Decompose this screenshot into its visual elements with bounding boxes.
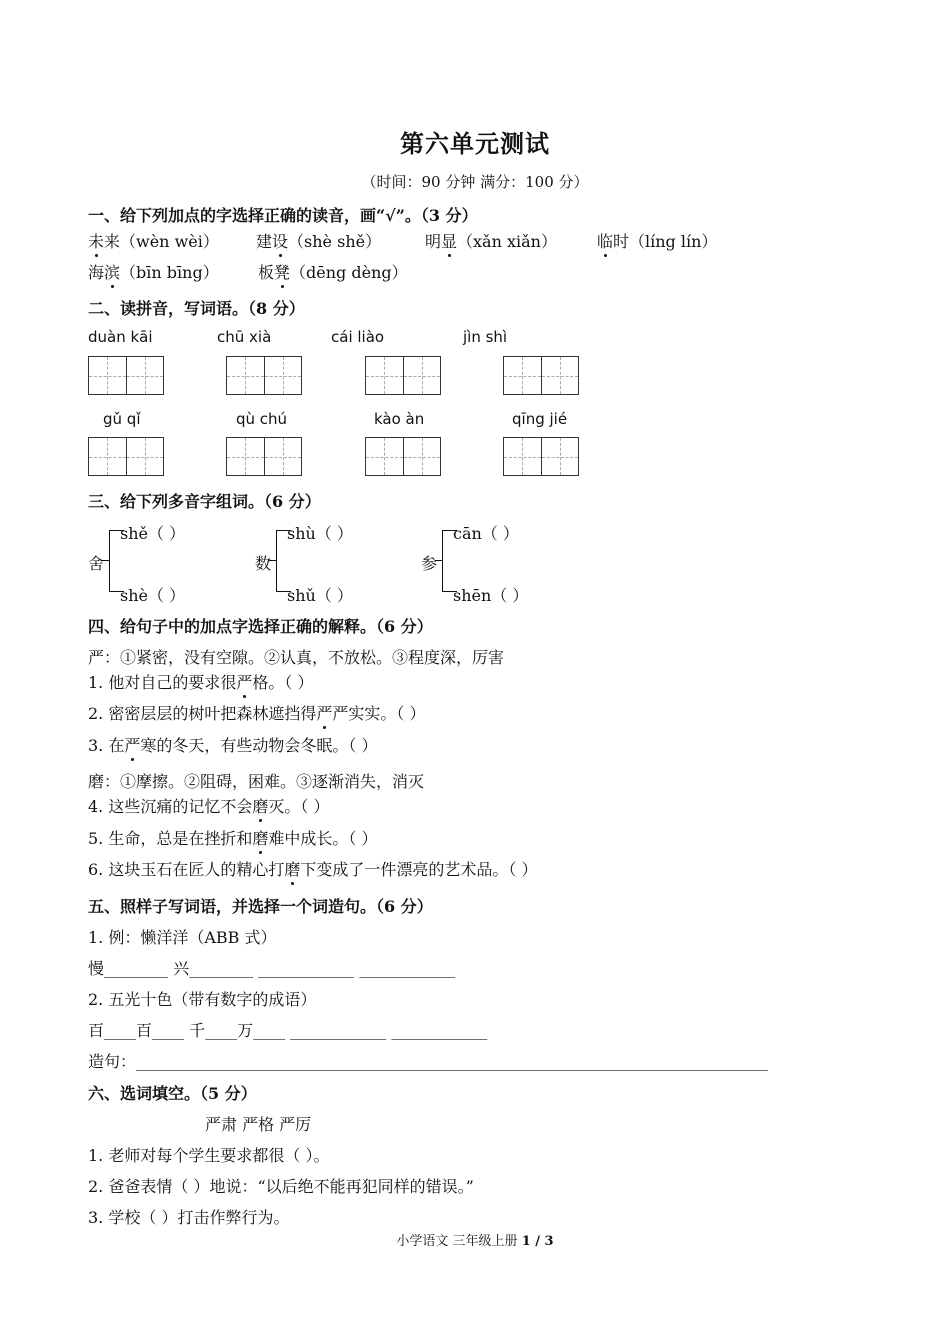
writing-grid[interactable] — [88, 356, 164, 395]
s1-item-6: 板凳（dēng dèng） — [258, 263, 408, 282]
writing-grid[interactable] — [365, 437, 441, 476]
definition-yan: 严：①紧密，没有空隙。②认真，不放松。③程度深，厉害 — [88, 648, 505, 667]
question-1: 1. 他对自己的要求很严格。（ ） — [88, 673, 314, 692]
question-5: 5. 生命，总是在挫折和磨难中成长。（ ） — [88, 829, 378, 848]
writing-grid[interactable] — [503, 356, 579, 395]
section-2-heading: 二、读拼音，写词语。（8 分） — [88, 299, 305, 318]
polyphone-top: shù（ ） — [287, 524, 353, 543]
polyphone-top: cān（ ） — [453, 524, 519, 543]
example-1: 1. 例：懒洋洋（ABB 式） — [88, 928, 277, 947]
fill-question-1: 1. 老师对每个学生要求都很（ ）。 — [88, 1146, 330, 1165]
time-score-info: （时间：90 分钟 满分：100 分） — [361, 173, 589, 191]
fill-question-3: 3. 学校（ ）打击作弊行为。 — [88, 1208, 290, 1227]
question-6: 6. 这块玉石在匠人的精心打磨下变成了一件漂亮的艺术品。（ ） — [88, 860, 538, 879]
section-6-heading: 六、选词填空。（5 分） — [88, 1084, 257, 1103]
pinyin-label: qù chú — [236, 410, 288, 428]
pinyin-label: gǔ qǐ — [103, 410, 141, 428]
fill-line-1[interactable]: 慢________ 兴________ ____________ ____________ — [88, 959, 456, 978]
question-4: 4. 这些沉痛的记忆不会磨灭。（ ） — [88, 797, 330, 816]
question-2: 2. 密密层层的树叶把森林遮挡得严严实实。（ ） — [88, 704, 426, 723]
polyphone-bottom: shǔ（ ） — [287, 586, 353, 605]
fill-question-2: 2. 爸爸表情（ ）地说：“以后绝不能再犯同样的错误。” — [88, 1177, 474, 1196]
word-choices: 严肃 严格 严厉 — [205, 1115, 312, 1134]
pinyin-label: jìn shì — [463, 328, 508, 346]
s1-item-5: 海滨（bīn bīng） — [88, 263, 219, 282]
writing-grid[interactable] — [88, 437, 164, 476]
polyphone-bottom: shēn（ ） — [453, 586, 529, 605]
page-number: 1 / 3 — [521, 1234, 554, 1249]
polyphone-char: 舍 — [88, 554, 105, 573]
s1-item-2: 建设（shè shě） — [256, 232, 382, 251]
sentence-line[interactable]: 造句：_______________________________________________________________________________ — [88, 1052, 769, 1071]
fill-line-2[interactable]: 百____百____ 千____万____ ____________ ____________ — [88, 1021, 488, 1040]
question-3: 3. 在严寒的冬天，有些动物会冬眠。（ ） — [88, 736, 378, 755]
polyphone-bottom: shè（ ） — [120, 586, 186, 605]
section-3-heading: 三、给下列多音字组词。（6 分） — [88, 492, 321, 511]
page-title: 第六单元测试 — [400, 129, 550, 158]
writing-grid[interactable] — [503, 437, 579, 476]
pinyin-label: duàn kāi — [88, 328, 153, 346]
writing-grid[interactable] — [226, 356, 302, 395]
polyphone-char: 数 — [255, 554, 272, 573]
definition-mo: 磨：①摩擦。②阻碍，困难。③逐渐消失，消灭 — [88, 772, 425, 791]
polyphone-top: shě（ ） — [120, 524, 186, 543]
writing-grid[interactable] — [365, 356, 441, 395]
s1-item-1: 未来（wèn wèi） — [88, 232, 219, 251]
s1-item-4: 临时（líng lín） — [597, 232, 718, 251]
example-2: 2. 五光十色（带有数字的成语） — [88, 990, 317, 1009]
section-5-heading: 五、照样子写词语，并选择一个词造句。（6 分） — [88, 897, 433, 916]
pinyin-label: qīng jié — [512, 410, 568, 428]
pinyin-label: chū xià — [217, 328, 272, 346]
pinyin-label: kào àn — [374, 410, 425, 428]
section-1-heading: 一、给下列加点的字选择正确的读音，画“√”。（3 分） — [88, 206, 478, 225]
writing-grid[interactable] — [226, 437, 302, 476]
section-4-heading: 四、给句子中的加点字选择正确的解释。（6 分） — [88, 617, 433, 636]
pinyin-label: cái liào — [331, 328, 385, 346]
s1-item-3: 明显（xǎn xiǎn） — [425, 232, 557, 251]
page-footer: 小学语文 三年级上册 1 / 3 — [396, 1234, 554, 1249]
polyphone-char: 参 — [421, 554, 438, 573]
